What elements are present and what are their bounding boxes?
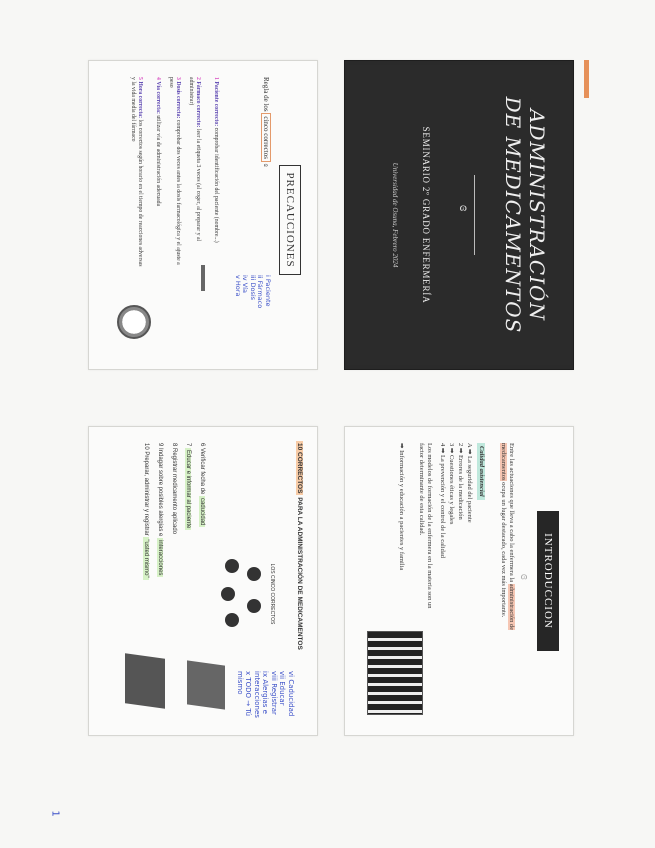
- syringe-image: [201, 265, 205, 291]
- medication-box-image: [125, 653, 165, 709]
- correct-item: 7 Educar e informar al paciente: [185, 443, 191, 529]
- title-line-2: DE MEDICAMENTOS: [501, 96, 525, 334]
- diagram-circle: [221, 587, 235, 601]
- list-item: A ➡ La seguridad del paciente: [466, 443, 473, 523]
- swash-ornament: ɞ: [456, 205, 471, 212]
- precaution-item: 3 Dosis correcta: comprobar dos veces antes la dosis farmacológica y el ajuste a peso: [168, 77, 181, 265]
- precaution-item: 4 Vía correcta: utilizar vía de administración adecuada: [155, 77, 161, 207]
- seminar-subtitle: SEMINARIO 2º GRADO ENFERMERÍA: [421, 126, 431, 304]
- handwritten-list: vi Caducidad vii Educar viii Registrar ix Alergias e interacciones x TODO → Tú mismo: [236, 671, 295, 718]
- correct-item: 9 Indagar sobre posibles alergias e interacciones: [157, 443, 163, 576]
- orange-tab-mark: [584, 60, 589, 98]
- precaution-item: 1 Paciente correcto: comprobar identificación del paciente (nombre...): [213, 77, 219, 243]
- quality-tag: Calidad asistencial: [477, 443, 485, 500]
- title-line-1: ADMINISTRACIÓN: [525, 109, 549, 321]
- rule-highlight: cinco correctos: [261, 113, 271, 162]
- medication-cart-image: [367, 631, 423, 715]
- list-item: 4 ➡ La prevención y el control de la calidad: [439, 443, 446, 558]
- swash-ornament: ɞ: [518, 574, 533, 580]
- five-correct-diagram: [219, 559, 275, 629]
- slide-header: PRECAUCIONES: [279, 165, 301, 275]
- handwritten-list: i Paciente ii Fármaco iii Dosis iv Vía v Hora: [234, 275, 272, 309]
- slide-introduccion: [344, 426, 574, 736]
- slide-header: INTRODUCCION: [537, 511, 559, 651]
- quality-tag-row: [477, 443, 485, 500]
- rule-line: Regla de los cinco correctos ɞ: [262, 77, 270, 167]
- correct-item: 10 Preparar, administrar y registrar "usted mismo": [143, 443, 149, 578]
- diagram-circle: [225, 559, 239, 573]
- slide-10-correctos: [88, 426, 318, 736]
- medication-box-image: [187, 660, 225, 709]
- slide-precauciones: [88, 60, 318, 370]
- clock-image: [117, 305, 151, 339]
- diagram-circle: [247, 599, 261, 613]
- slide-title-heading: [501, 65, 549, 365]
- diagram-label: LOS CINCO CORRECTOS: [269, 563, 275, 625]
- slide-header: 10 CORRECTOS PARA LA ADMINISTRACIÓN DE MEDICAMENTOS: [296, 443, 303, 650]
- correct-item: 6 Verificar fecha de caducidad: [199, 443, 205, 526]
- slide-title: [344, 60, 574, 370]
- correct-item: 8 Registrar medicamento aplicado: [171, 443, 177, 535]
- diagram-circle: [247, 567, 261, 581]
- intro-paragraph-3: ➡ Información y educación a pacientes y familia: [398, 443, 405, 571]
- divider: [474, 175, 475, 255]
- list-item: 2 ➡ Errores de la medicación: [457, 443, 464, 520]
- diagram-circle: [225, 613, 239, 627]
- page-number: 1: [49, 810, 61, 817]
- intro-paragraph-2: Los modelos de formación de la enfermera en la materia son un factor determinante de esta calidad.: [418, 443, 433, 609]
- intro-paragraph: Entre las actuaciones que lleva a cabo la enfermera la administración de medicamentos ocupa un lugar destacado, cada vez más importante.: [500, 443, 515, 631]
- precaution-item: 2 Fármaco correcto: leer la etiqueta 3 veces (al coger, al preparar y al administrar): [188, 77, 201, 242]
- list-item: 3 ➡ Cuestiones éticas y legales: [448, 443, 455, 525]
- university-date: Universidad de Osuna, Febrero 2024: [391, 162, 399, 268]
- highlight-text: administración de medicamentos: [500, 443, 515, 631]
- precaution-item: 5 Hora correcta: los correctos según horario en el tiempo de reacciones adversas y la vida media del fármaco: [130, 77, 143, 267]
